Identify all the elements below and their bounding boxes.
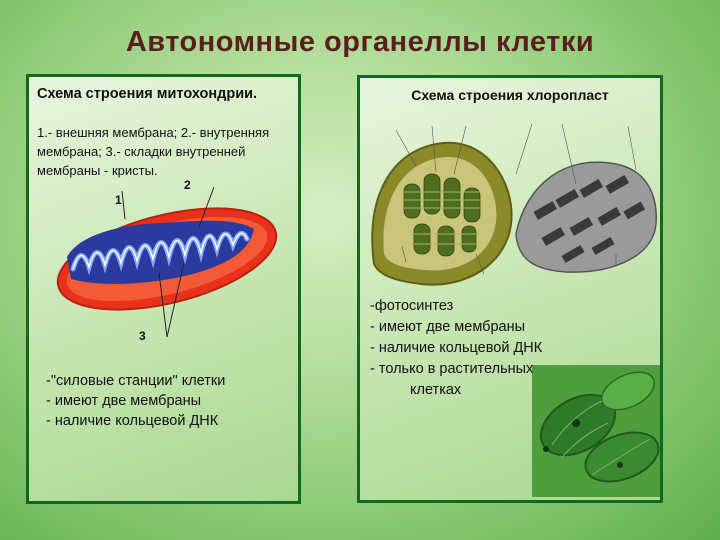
mitochondria-properties [46,371,296,431]
mitochondria-heading: Схема строения митохондрии. [37,86,258,102]
chloro-property-1: -фотосинтез [370,298,454,314]
chloroplast-diagram [366,114,660,294]
label-3: 3 [139,329,146,343]
chloro-property-4: - только в растительных [370,361,534,377]
mitochondria-diagram [49,187,279,347]
chloroplast-panel [357,75,663,503]
mitochondria-caption: 1.- внешняя мембрана; 2.- внутренняя мембрана; 3.- складки внутренней мембраны - кристы. [37,125,270,178]
mitochondria-panel [26,74,301,504]
label-line-1 [122,191,125,219]
mito-property-3: - наличие кольцевой ДНК [46,413,219,429]
label-1: 1 [115,193,122,207]
chloro-property-3: - наличие кольцевой ДНК [370,340,543,356]
chloro-property-2: - имеют две мембраны [370,319,526,335]
chloro-property-5: клетках [410,382,462,398]
page-title: Автономные органеллы клетки [125,26,595,58]
chloroplast-heading: Схема строения хлоропласт [411,87,609,103]
label-2: 2 [184,178,191,192]
mito-property-1: -"силовые станции" клетки [46,373,226,389]
chloroplast-properties [370,296,660,401]
mito-property-2: - имеют две мембраны [46,393,202,409]
